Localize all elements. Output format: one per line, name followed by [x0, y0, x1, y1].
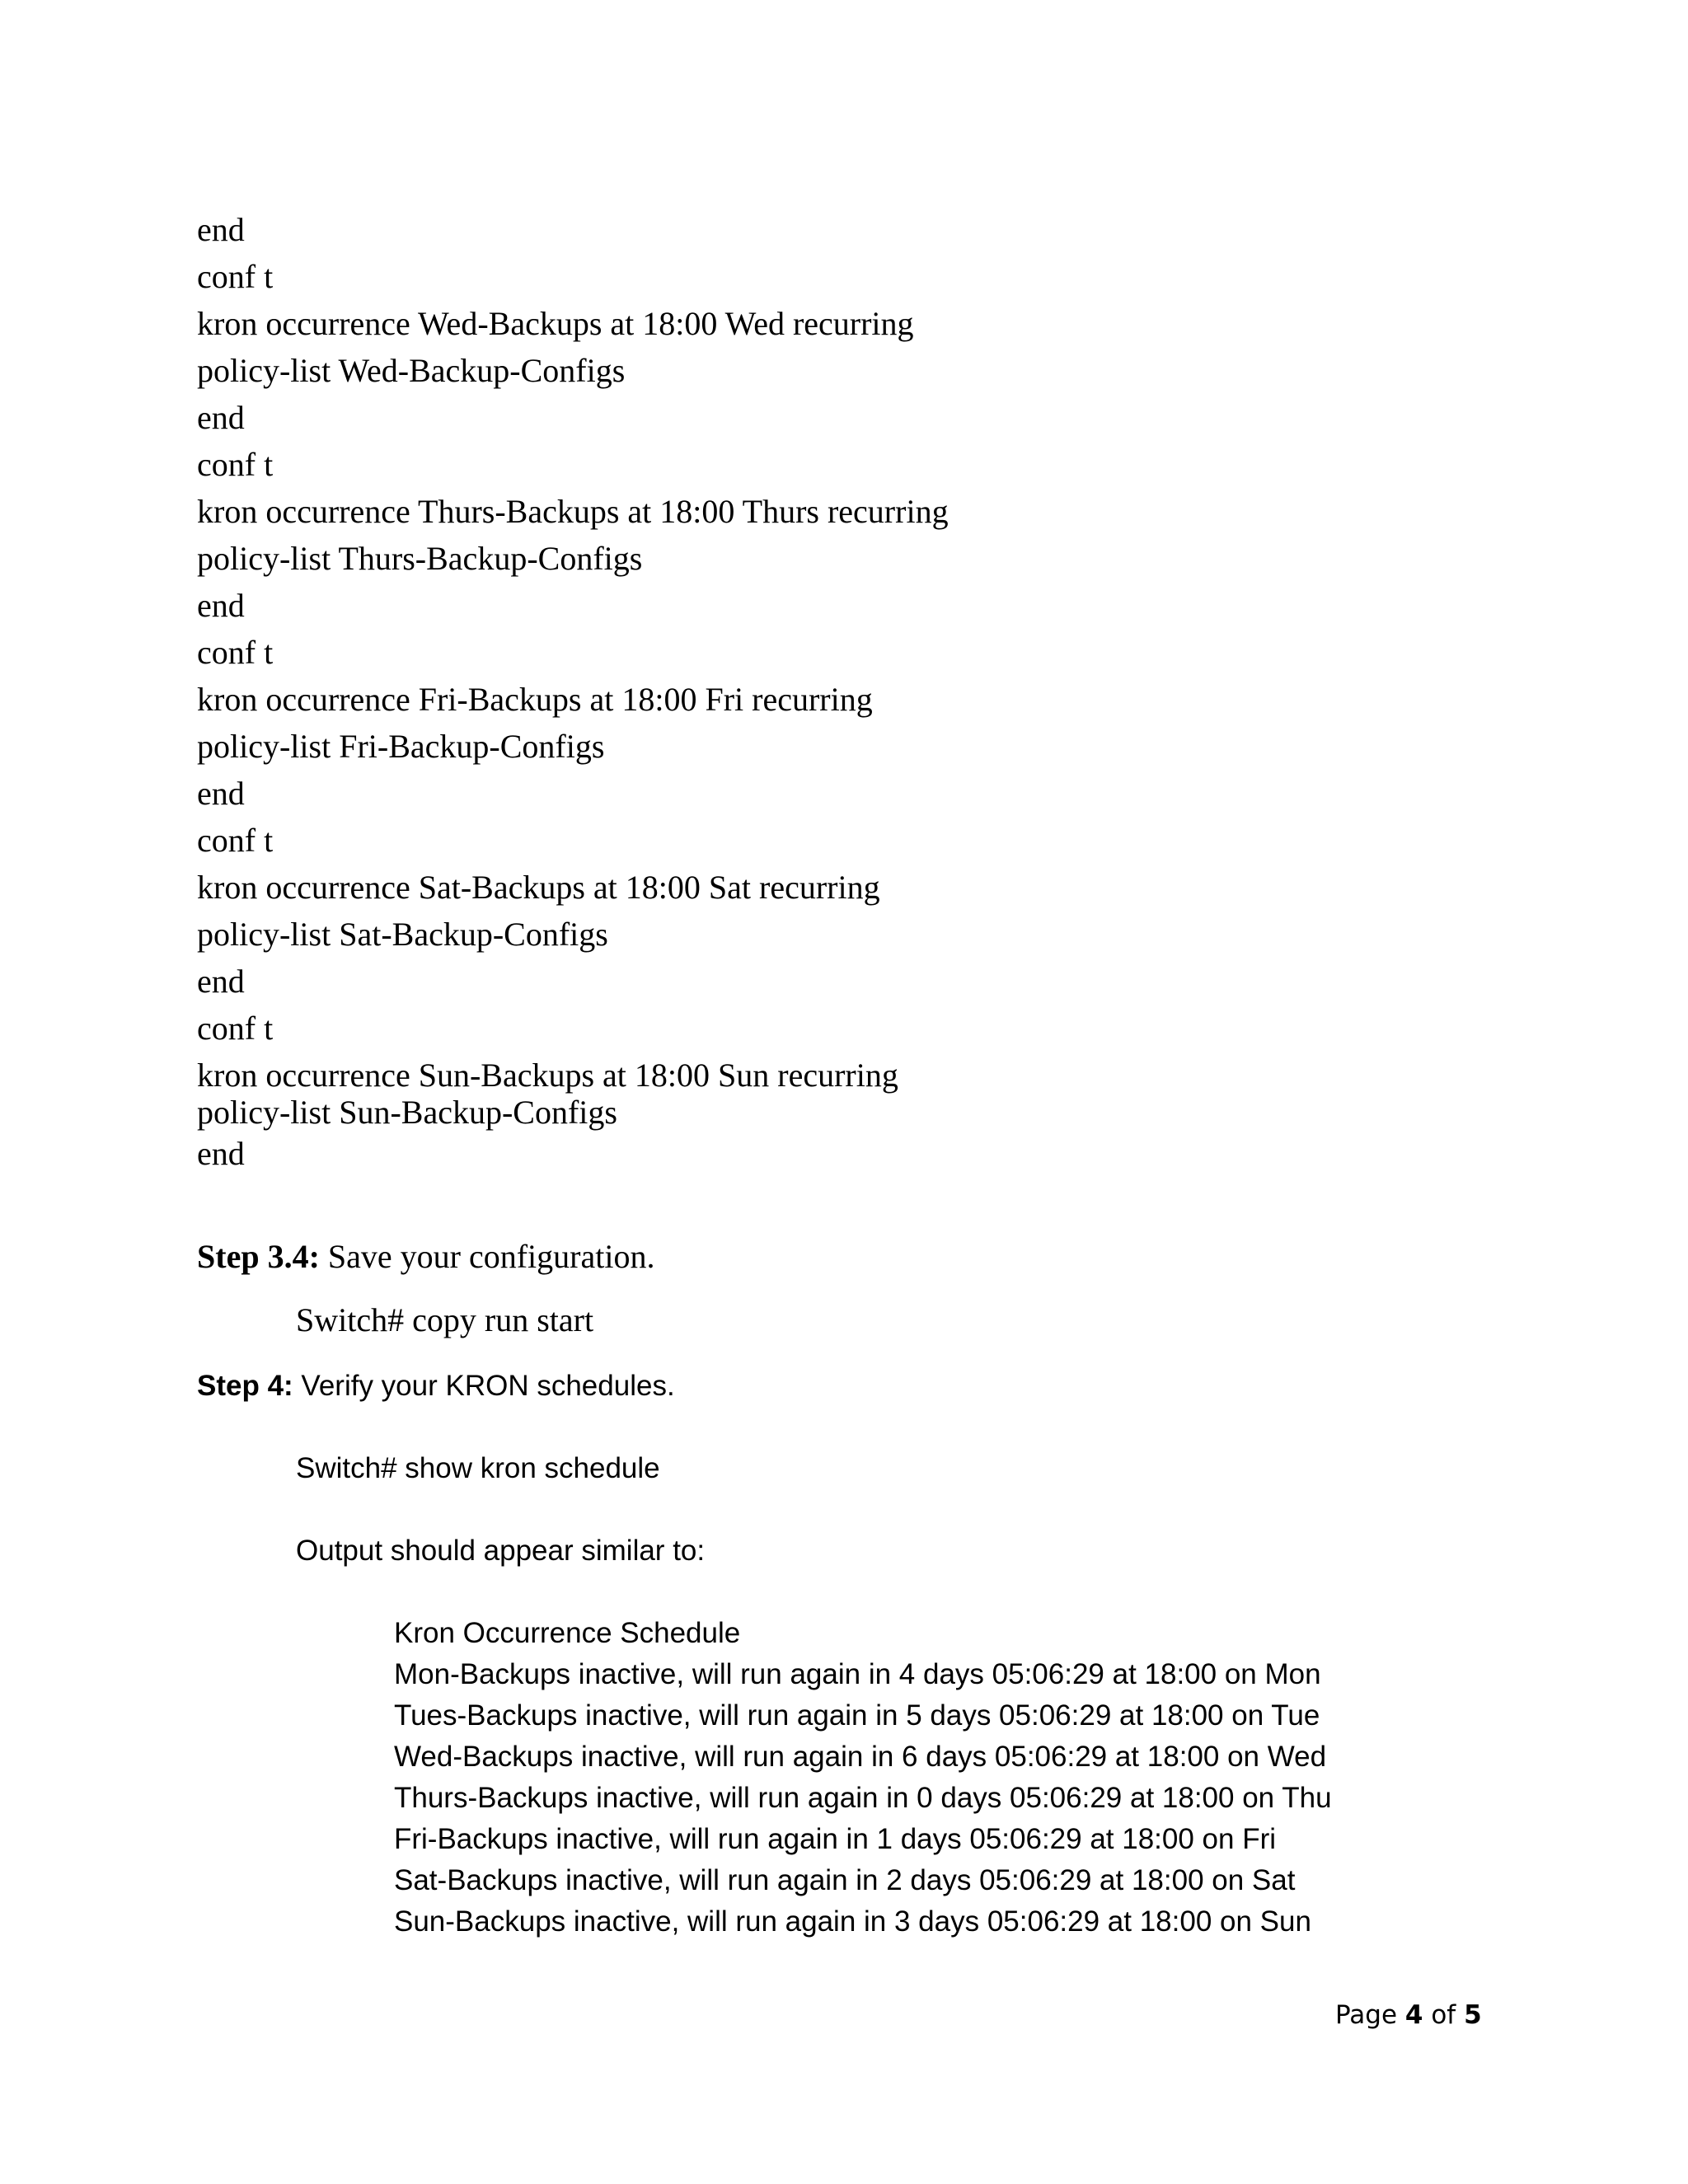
current-page: 4 [1404, 2000, 1423, 2030]
config-line: policy-list Sun-Backup-Configs [197, 1094, 617, 1131]
total-pages: 5 [1464, 2000, 1482, 2030]
config-commands [197, 206, 1433, 1099]
step-3-4-label: Step 3.4: [197, 1238, 320, 1275]
config-commands-tail [197, 1092, 1433, 1174]
config-line: kron occurrence Fri-Backups at 18:00 Fri recurring [197, 681, 873, 718]
config-line: kron occurrence Sun-Backups at 18:00 Sun recurring [197, 1057, 898, 1094]
show-kron-schedule-command: Switch# show kron schedule [296, 1452, 660, 1484]
config-line: end [197, 1135, 245, 1172]
page-number-footer [1335, 1994, 1482, 2036]
schedule-line: Wed-Backups inactive, will run again in 6 days 05:06:29 at 18:00 on Wed [394, 1741, 1327, 1773]
config-line: end [197, 963, 245, 1000]
config-line: end [197, 587, 245, 624]
config-line: conf t [197, 822, 274, 859]
config-line: conf t [197, 258, 274, 295]
config-line: policy-list Sat-Backup-Configs [197, 916, 608, 953]
kron-schedule-output [394, 1613, 1332, 1943]
schedule-line: Fri-Backups inactive, will run again in 1 days 05:06:29 at 18:00 on Fri [394, 1823, 1277, 1855]
step-3-4-text: Save your configuration. [319, 1238, 655, 1275]
step-4-label: Step 4: [197, 1370, 293, 1402]
step-3-4-instruction [197, 1232, 654, 1282]
config-line: policy-list Thurs-Backup-Configs [197, 540, 643, 577]
schedule-line: Thurs-Backups inactive, will run again in 0 days 05:06:29 at 18:00 on Thu [394, 1782, 1332, 1814]
schedule-line: Sat-Backups inactive, will run again in 2 days 05:06:29 at 18:00 on Sat [394, 1864, 1296, 1896]
output-note: Output should appear similar to: [296, 1535, 706, 1567]
config-line: conf t [197, 1010, 274, 1047]
schedule-line: Tues-Backups inactive, will run again in 5 days 05:06:29 at 18:00 on Tue [394, 1699, 1320, 1732]
config-line: end [197, 775, 245, 812]
config-line: policy-list Wed-Backup-Configs [197, 352, 626, 389]
config-line: kron occurrence Sat-Backups at 18:00 Sat recurring [197, 869, 880, 906]
config-line: policy-list Fri-Backup-Configs [197, 728, 605, 765]
step-4-instruction [197, 1366, 675, 1407]
page-prefix: Page [1335, 2000, 1405, 2030]
page-of: of [1423, 2000, 1465, 2030]
config-line: conf t [197, 446, 274, 483]
config-line: kron occurrence Wed-Backups at 18:00 Wed recurring [197, 305, 914, 342]
schedule-line: Sun-Backups inactive, will run again in 3 days 05:06:29 at 18:00 on Sun [394, 1905, 1311, 1938]
config-line: conf t [197, 634, 274, 671]
schedule-line: Kron Occurrence Schedule [394, 1617, 741, 1649]
schedule-line: Mon-Backups inactive, will run again in 4 days 05:06:29 at 18:00 on Mon [394, 1658, 1321, 1690]
config-line: kron occurrence Thurs-Backups at 18:00 Thurs recurring [197, 493, 949, 530]
copy-run-start-command: Switch# copy run start [296, 1301, 594, 1338]
config-line: end [197, 211, 245, 248]
config-line: end [197, 399, 245, 436]
step-4-text: Verify your KRON schedules. [293, 1370, 675, 1402]
